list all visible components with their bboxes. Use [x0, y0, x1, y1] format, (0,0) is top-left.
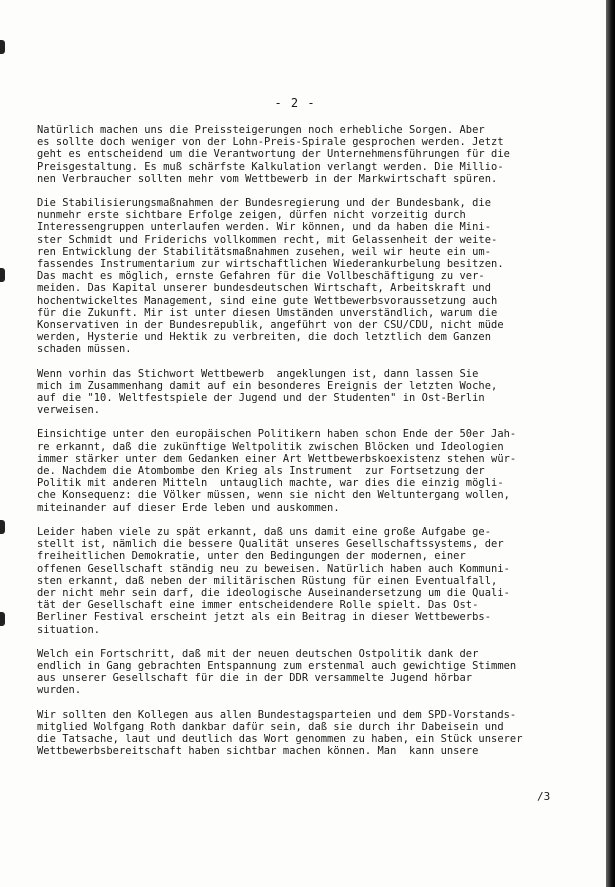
text-line: Das macht es möglich, ernste Gefahren für die Vollbeschäftigung zu ver- — [37, 270, 485, 283]
text-line: Konservativen in der Bundesrepublik, angeführt von der CSU/CDU, nicht müde — [37, 319, 504, 332]
text-line: ren Entwicklung der Stabilitätsmaßnahmen zusehen, weil wir heute ein um- — [37, 245, 492, 258]
text-line: die Tatsache, laut und deutlich das Wort genommen zu haben, ein Stück unserer — [37, 732, 523, 745]
scan-binding-marks — [0, 0, 6, 887]
paragraph — [37, 124, 585, 185]
text-line: mich im Zusammenhang damit auf ein besonderes Ereignis der letzten Woche, — [37, 379, 498, 392]
text-line: de. Nachdem die Atombombe den Krieg als Instrument zur Fortsetzung der — [37, 465, 485, 478]
text-line: stellt ist, nämlich die bessere Qualität unseres Gesellschaftssystems, der — [37, 538, 504, 551]
text-line: che Konsequenz: die Völker müssen, wenn sie nicht den Weltuntergang wollen, — [37, 489, 510, 502]
text-line: für die Zukunft. Mir ist unter diesen Umständen unverständlich, warum die — [37, 306, 498, 319]
paragraph — [37, 648, 585, 697]
text-line: geht es entscheidend um die Verantwortung der Unternehmensführungen für die — [37, 148, 510, 161]
text-line: schaden müssen. — [37, 343, 132, 356]
text-line: endlich in Gang gebrachten Entspannung zum erstenmal auch gewichtige Stimmen — [37, 659, 517, 672]
text-line: Einsichtige unter den europäischen Politikern haben schon Ende der 50er Jah- — [37, 428, 517, 441]
text-line: nen Verbraucher sollten mehr vom Wettbewerb in der Markwirtschaft spüren. — [37, 172, 498, 185]
text-line: Wir sollten den Kollegen aus allen Bundestagsparteien und dem SPD-Vorstands- — [37, 708, 517, 721]
text-line: offenen Gesellschaft ständig neu zu beweisen. Natürlich haben auch Kommuni- — [37, 562, 510, 575]
text-line: immer stärker unter dem Gedanken einer Art Wettbewerbskoexistenz stehen wür- — [37, 452, 517, 465]
text-line: Natürlich machen uns die Preissteigerungen noch erhebliche Sorgen. Aber — [37, 124, 485, 136]
text-line: Welch ein Fortschritt, daß mit der neuen deutschen Ostpolitik dank der — [37, 647, 479, 660]
text-line: mitglied Wolfgang Roth dankbar dafür sein, daß sie durch ihr Dabeisein und — [37, 720, 504, 733]
text-line: sten erkannt, daß neben der militärischen Rüstung für einen Eventualfall, — [37, 574, 498, 587]
text-line: fassendes Instrumentarium zur wirtschaftlichen Wiederankurbelung besitzen. — [37, 258, 504, 271]
text-line: ster Schmidt und Friderichs vollkommen recht, mit Gelassenheit der weite- — [37, 233, 498, 246]
text-line: miteinander auf dieser Erde leben und auskommen. — [37, 501, 340, 514]
continuation-marker: /3 — [537, 790, 551, 803]
text-line: hochentwickeltes Management, sind eine gute Wettbewerbsvoraussetzung auch — [37, 294, 498, 307]
text-line: re erkannt, daß die zukünftige Weltpolitik zwischen Blöcken und Ideologien — [37, 440, 504, 453]
text-line: Interessengruppen unterlaufen werden. Wir können, und da haben die Mini- — [37, 221, 492, 234]
paragraph — [37, 428, 585, 513]
text-line: werden, Hysterie und Hektik zu verbreiten, die doch letztlich dem Ganzen — [37, 331, 492, 344]
text-line: der nicht mehr sein darf, die ideologische Auseinandersetzung um die Quali- — [37, 586, 510, 599]
text-line: aus unserer Gesellschaft für die in der DDR versammelte Jugend hörbar — [37, 672, 473, 685]
text-line: Wettbewerbsbereitschaft haben sichtbar machen können. Man kann unsere — [37, 745, 479, 758]
text-line: wurden. — [37, 684, 82, 697]
scan-edge-shadow — [606, 0, 615, 887]
text-line: situation. — [37, 623, 101, 636]
text-line: meiden. Das Kapital unserer bundesdeutschen Wirtschaft, Arbeitskraft und — [37, 282, 492, 295]
text-line: tät der Gesellschaft eine immer entscheidendere Rolle spielt. Das Ost- — [37, 599, 479, 612]
paragraph — [37, 709, 585, 758]
text-line: Wenn vorhin das Stichwort Wettbewerb angeklungen ist, dann lassen Sie — [37, 367, 479, 380]
text-line: Preisgestaltung. Es muß schärfste Kalkulation verlangt werden. Die Millio- — [37, 160, 504, 173]
text-line: verweisen. — [37, 404, 101, 417]
text-line: Berliner Festival erscheint jetzt als ein Beitrag in dieser Wettbewerbs- — [37, 611, 492, 624]
document-body — [37, 124, 585, 769]
text-line: Die Stabilisierungsmaßnahmen der Bundesregierung und der Bundesbank, die — [37, 197, 492, 210]
text-line: es sollte doch weniger von der Lohn-Preis-Spirale gesprochen werden. Jetzt — [37, 136, 504, 149]
text-line: Politik mit anderen Mitteln untauglich machte, war dies die einzig mögli- — [37, 477, 504, 490]
text-line: auf die "10. Weltfestspiele der Jugend und der Studenten" in Ost-Berlin — [37, 392, 485, 405]
text-line: freiheitlichen Demokratie, unter den Bedingungen der modernen, einer — [37, 550, 466, 563]
paragraph — [37, 368, 585, 417]
paragraph — [37, 526, 585, 636]
text-line: Leider haben viele zu spät erkannt, daß uns damit eine große Aufgabe ge- — [37, 525, 492, 538]
text-line: nunmehr erste sichtbare Erfolge zeigen, dürfen nicht vorzeitig durch — [37, 209, 466, 222]
paragraph — [37, 197, 585, 356]
page-number: - 2 - — [274, 96, 316, 110]
